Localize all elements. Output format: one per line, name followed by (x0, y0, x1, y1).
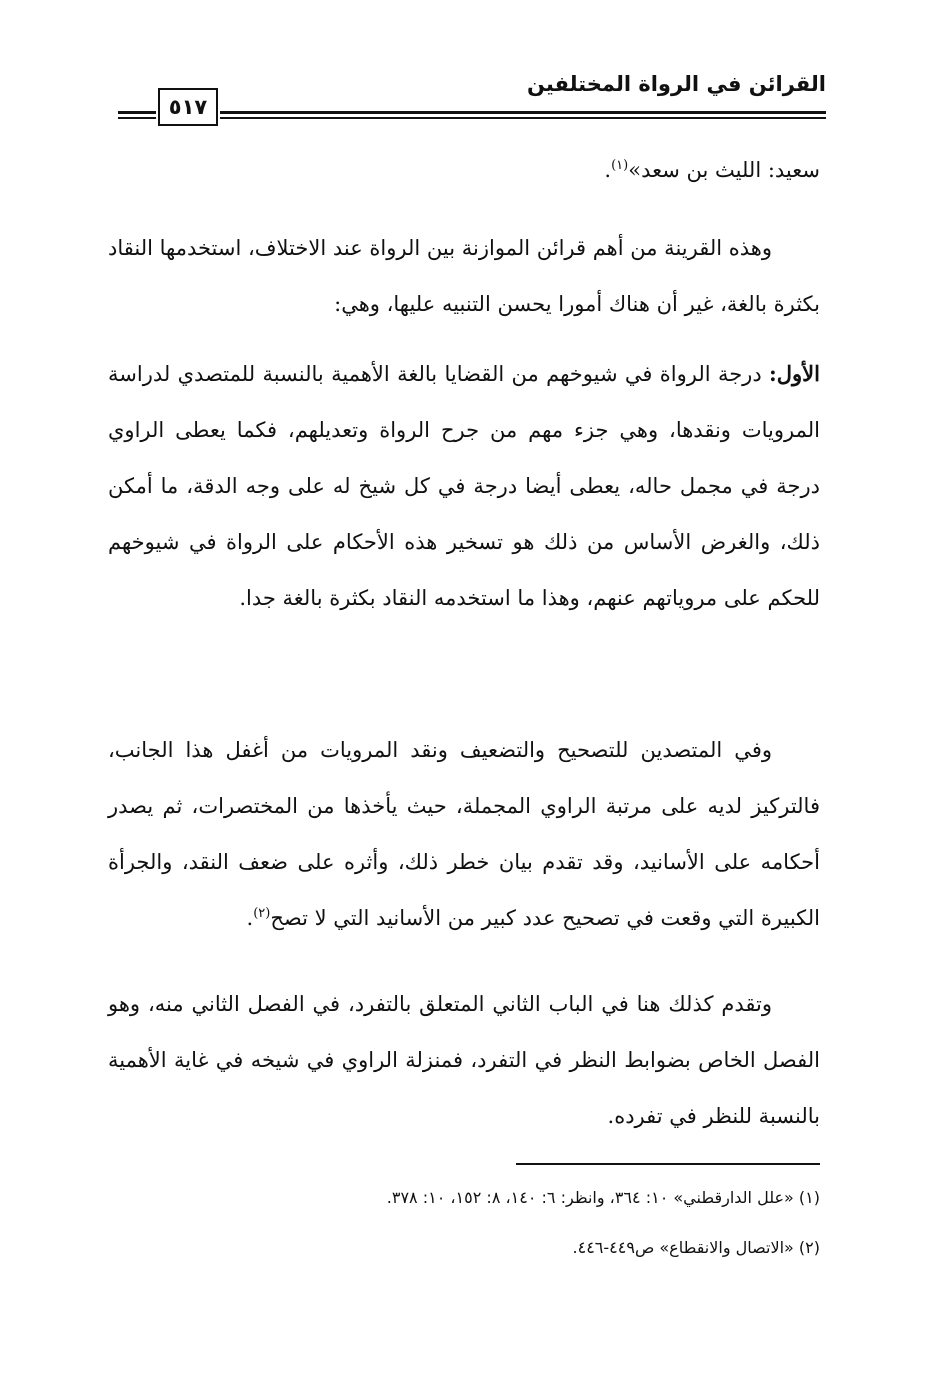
header-rule-thin (220, 117, 826, 119)
header-rule-short-thin (118, 117, 156, 119)
footnote-ref-1: (١) (611, 158, 629, 173)
continuation-end: . (604, 158, 612, 182)
paragraph-3-text: وفي المتصدين للتصحيح والتضعيف ونقد المرويات من أغفل هذا الجانب، فالتركيز لديه على مرتبة الراوي المجملة، حيث يأخذها من المختصرات، ثم يصدر أحكامه على الأسانيد، وقد تقدم بيان خطر ذلك، وأثره على ضعف النقد، والجرأة الكبيرة التي وقعت في تصحيح عدد كبير من الأسانيد التي لا تصح (108, 738, 820, 930)
footnote-2: (٢) «الاتصال والانقطاع» ص٤٤٩-٤٤٦. (572, 1238, 820, 1257)
page-number: ٥١٧ (158, 88, 218, 126)
running-header-title: القرائن في الرواة المختلفين (527, 72, 826, 96)
paragraph-4: وتقدم كذلك هنا في الباب الثاني المتعلق بالتفرد، في الفصل الثاني منه، وهو الفصل الخاص بضوابط النظر في التفرد، فمنزلة الراوي في شيخه في غاية الأهمية بالنسبة للنظر في تفرده. (108, 992, 820, 1128)
paragraph-3 (108, 722, 820, 946)
paragraph-2 (108, 346, 820, 626)
paragraph-1: وهذه القرينة من أهم قرائن الموازنة بين الرواة عند الاختلاف، استخدمها النقاد بكثرة بالغة، غير أن هناك أمورا يحسن التنبيه عليها، وهي: (108, 236, 820, 316)
running-header (110, 68, 826, 128)
footnote-1: (١) «علل الدارقطني» ١٠: ٣٦٤، وانظر: ٦: ١٤٠، ٨: ١٥٢، ١٠: ٣٧٨. (386, 1188, 820, 1207)
header-rule-short-thick (118, 111, 156, 114)
paragraph-3-end: . (246, 906, 254, 930)
footnote-separator (516, 1163, 820, 1165)
paragraph-2-lead: الأول: (769, 361, 820, 386)
continuation-line (108, 142, 820, 198)
header-rule-thick (220, 111, 826, 114)
paragraph-2-text: درجة الرواة في شيوخهم من القضايا بالغة الأهمية بالنسبة للمتصدي لدراسة المرويات ونقدها، وهي جزء مهم من جرح الرواة وتعديلهم، فكما يعطى الراوي درجة في مجمل حاله، يعطى أيضا درجة في كل شيخ له على وجه الدقة، ما أمكن ذلك، والغرض الأساس من ذلك هو تسخير هذه الأحكام على الرواة في شيوخهم للحكم على مروياتهم عنهم، وهذا ما استخدمه النقاد بكثرة بالغة جدا. (108, 362, 820, 610)
footnote-ref-2: (٢) (253, 906, 271, 921)
continuation-text: سعيد: الليث بن سعد» (628, 158, 820, 182)
